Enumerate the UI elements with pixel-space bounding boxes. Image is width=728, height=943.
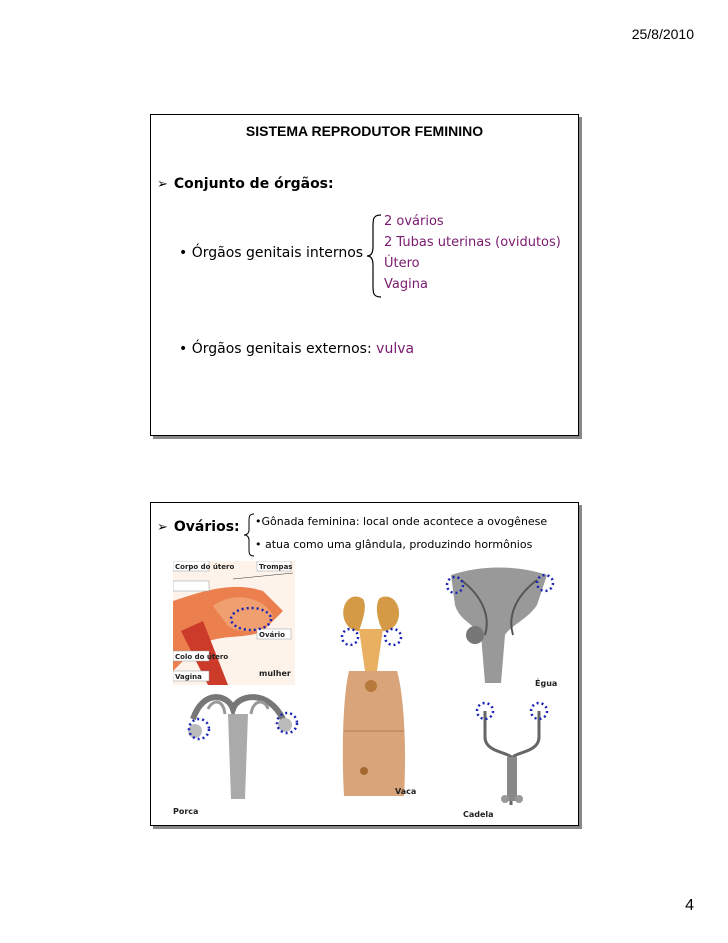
slide-1 [150, 114, 579, 436]
brace-icon [365, 213, 383, 299]
arrow-bullet-icon: ➢ [157, 520, 168, 535]
internal-organs-list [384, 211, 561, 295]
label-cadela: Cadela [463, 810, 494, 819]
page-number: 4 [685, 897, 694, 914]
list-item: 2 Tubas uterinas (ovidutos) [384, 235, 561, 250]
figure-label: Vagina [175, 673, 202, 681]
label-mulher: mulher [259, 669, 291, 678]
label-vaca: Vaca [395, 787, 417, 796]
figure-label: Trompas [259, 563, 293, 571]
heading-text: Ovários: [173, 519, 240, 535]
mare-reproductive-image [441, 565, 557, 683]
arrow-bullet-icon: ➢ [157, 177, 168, 192]
woman-reproductive-image [173, 561, 295, 685]
bullet-heading [157, 176, 334, 192]
bullet-heading [157, 519, 240, 535]
external-organs-line [179, 341, 414, 357]
mare-anatomy-illustration [441, 565, 557, 683]
label-porca: Porca [173, 807, 199, 816]
brace-icon [243, 513, 255, 557]
heading-text: Conjunto de órgãos: [173, 176, 334, 192]
internal-organs-label: • Órgãos genitais internos [179, 245, 364, 261]
cow-reproductive-image [319, 591, 429, 801]
figure-label: Colo do útero [175, 653, 229, 661]
list-item: Útero [384, 256, 420, 271]
label-egua: Égua [535, 679, 558, 688]
dog-anatomy-illustration [467, 697, 557, 805]
dog-reproductive-image [467, 697, 557, 805]
external-organs-label: • Órgãos genitais externos: [179, 341, 372, 357]
figure-label: Corpo do útero [175, 563, 235, 571]
woman-anatomy-illustration [173, 561, 295, 685]
list-item: 2 ovários [384, 214, 444, 229]
external-organs-value: vulva [376, 341, 415, 357]
slide-title: SISTEMA REPRODUTOR FEMININO [245, 123, 484, 139]
figure-label: Ovário [259, 631, 285, 639]
point-item: •Gônada feminina: local onde acontece a ovogênese [255, 515, 548, 528]
point-item: • atua como uma glândula, produzindo hormônios [255, 538, 533, 551]
cow-anatomy-illustration [319, 591, 429, 801]
pig-anatomy-illustration [173, 689, 303, 799]
slide-2 [150, 502, 579, 826]
list-item: Vagina [384, 277, 428, 292]
pig-reproductive-image [173, 689, 303, 799]
date: 25/8/2010 [631, 26, 694, 42]
